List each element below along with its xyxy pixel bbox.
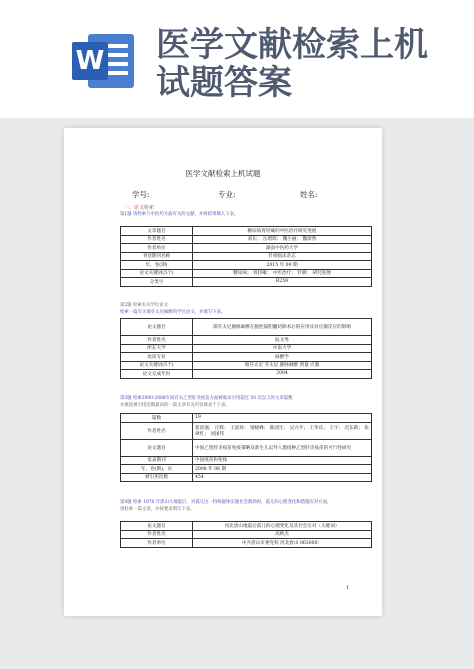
page-number: 1 [346,585,350,591]
table-cell-value: 19 [193,414,372,423]
table-cell-label: 作者姓名 [121,336,193,345]
table-cell-label: 论文完成年份 [121,370,193,379]
table-cell-value: 中南大学 [193,344,372,353]
table-cell-label: 刊登期刊名称 [121,252,193,261]
table-cell-value: 刘东； 岳增辉； 魏小丽； 魏歆然 [193,235,372,244]
table-cell-value: 麻醉学 [193,353,372,362]
major-label: 专业: [218,190,236,199]
name-label: 姓名: [300,190,318,199]
table-row [121,530,372,539]
table-row [121,422,372,439]
table-cell-label: 被引用次数 [121,473,193,482]
table-row [121,473,372,482]
table-row [121,227,372,236]
table-cell-label: 作者单位 [121,539,193,548]
banner-title: 医学文献检索上机试题答案 [156,25,428,103]
document-title: 医学文献检索上机试题 [185,169,261,178]
word-document-icon [72,30,134,92]
table-cell-value: 糖尿病； 胃轻瘫； 中医治疗； 针刺； 研究进展 [193,269,372,278]
table-cell-label: 篇数 [121,414,193,423]
table-cell-label: 论文关键词(5个) [121,269,193,278]
table-row [121,336,372,345]
table-cell-value: 中国疫苗和免疫 [193,456,372,465]
table-cell-value: 针灸临床杂志 [193,252,372,261]
table-cell-label: 年，卷(期)，页 [121,465,193,474]
table-cell-value: R259 [193,278,372,287]
table-row [121,465,372,474]
table-cell-label: 论文题目 [121,319,193,336]
table-cell-value: 454 [193,473,372,482]
table-row [121,278,372,287]
question-4-text-b: 请检索一篇文章，并按要求填写下表。 [120,507,195,512]
table-cell-value: 中共唐山市委党校 河北唐山 063000； [193,539,372,548]
question-4-text: 第4题 检索 1976 年唐山大地震后，对孤儿这一特殊群体实施社会救助时，孤儿的心理变化和措施应对方面， [120,500,332,505]
table-row [121,353,372,362]
table-cell-value: 2004 [193,370,372,379]
table-cell-label: 论文题目 [121,522,193,531]
table-row [121,370,372,379]
table-cell-value: 河北唐山地震后孤儿的心理变化及其社会应对（关键词） [193,522,372,531]
table-cell-value: 高秋杰 [193,530,372,539]
table-row [121,344,372,353]
table-cell-label: 年，卷(期) [121,261,193,270]
table-cell-label: 作者姓名 [121,530,193,539]
table-cell-label: 论文关键词(5个) [121,361,193,370]
word-logo-letter: W [72,42,108,80]
table-cell-label: 攻读专业 [121,353,193,362]
banner [0,0,474,118]
table-row [121,235,372,244]
question-1-text: 第1题 请检索与中医药方面有关的文献，并将结果填入下表。 [120,212,239,217]
question-2-text: 第2题 检索有关学位论文 [120,303,169,308]
table-cell-value: 中国乙型肝炎疫苗免疫策略及新生儿以外人群接种乙型肝炎疫苗的可行性研究 [193,439,372,456]
table-cell-value: 糖尿病胃轻瘫的中医治疗研究进展 [193,227,372,236]
question-2-text-b: 检索一篇有关瑞芬太尼麻醉的学位论文，并填写下表。 [120,310,226,315]
question-3-text: 第3题 检索2000-2008年间有关乙型肝炎疫苗方面被收录引用超过 50 次以上的文章篇数 [120,396,293,401]
table-row [121,456,372,465]
table-cell-value: 2015 年 09 期 [193,261,372,270]
table-4 [120,521,372,548]
table-row [121,244,372,253]
question-3-text-b: 并挑选被引用次数最高的一篇文章有关内容填表于下表。 [120,403,230,408]
table-row [121,261,372,270]
table-cell-value: 2008 年 06 期 [193,465,372,474]
table-cell-value: 瑞芬太尼静脉麻醉在腹腔镜胆囊切除术后的应用及对应激反应的影响 [193,319,372,336]
table-2 [120,318,372,379]
table-cell-label: 文章题目 [121,227,193,236]
table-cell-label: 发表期刊 [121,456,193,465]
table-cell-label: 作者姓名 [121,422,193,439]
section-heading: 一、论文检索 [124,205,155,211]
table-cell-label: 作者姓名 [121,235,193,244]
table-cell-label: 作者单位 [121,244,193,253]
table-cell-value: 崔富强； 庄辉； 王富珍； 梁晓峰； 陈园生； 吴兴平； 王华庆； 王宇； 迟东莉； 张翠红； 刘国伟 [193,422,372,439]
student-id-label: 学号: [132,190,150,199]
document-page [64,128,382,616]
table-cell-value: 湖南中医药大学 [193,244,372,253]
table-1 [120,226,372,287]
table-row [121,361,372,370]
table-row [121,539,372,548]
table-row [121,269,372,278]
table-row [121,319,372,336]
table-row [121,252,372,261]
table-cell-label: 所在大学 [121,344,193,353]
table-cell-label: 分类号 [121,278,193,287]
table-cell-value: 阮文秀 [193,336,372,345]
table-cell-label: 论文题目 [121,439,193,456]
table-3 [120,413,372,482]
table-row [121,414,372,423]
table-row [121,522,372,531]
table-cell-value: 瑞芬太尼 芬太尼 静脉麻醉 剂量 应激 [193,361,372,370]
table-row [121,439,372,456]
